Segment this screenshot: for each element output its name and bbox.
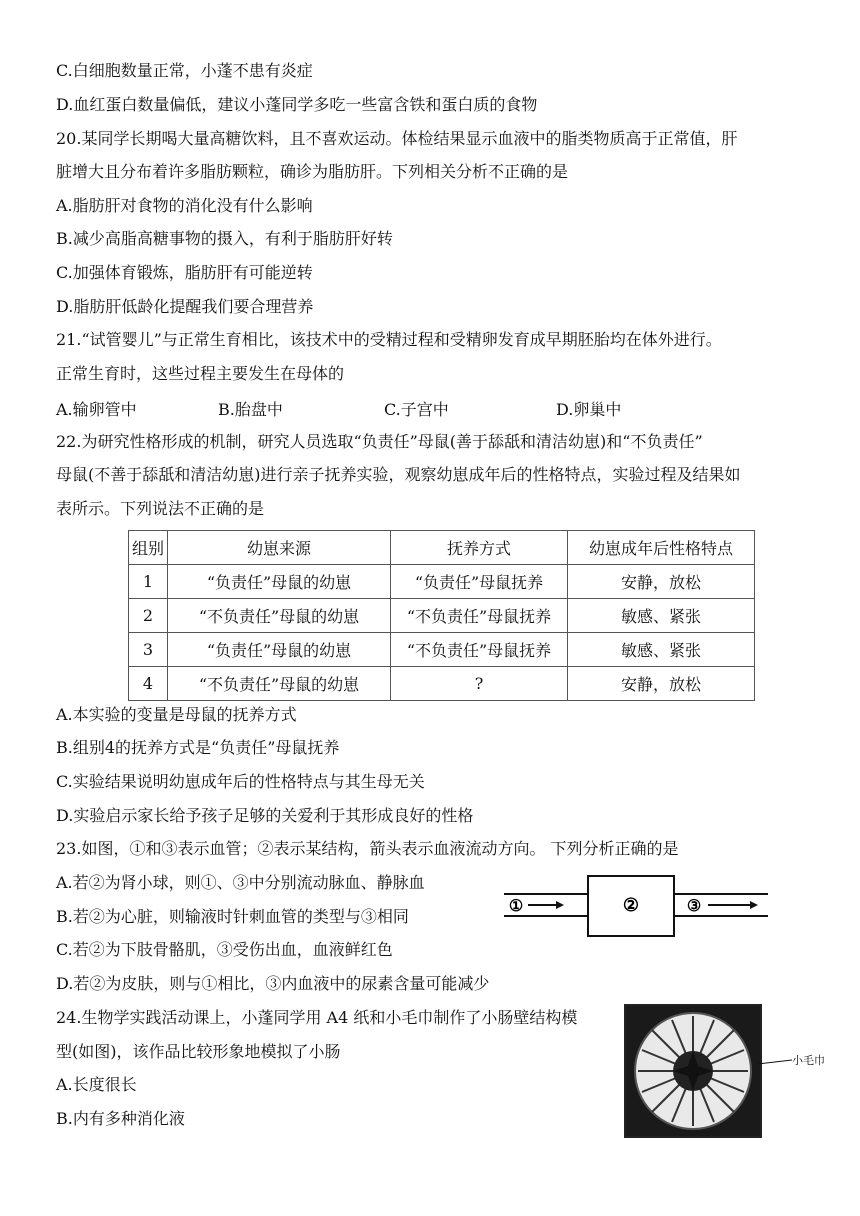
table-cell: 敏感、紧张 — [568, 599, 755, 633]
q23-option-c: C.若②为下肢骨骼肌，③受伤出血，血液鲜红色 — [56, 940, 393, 959]
table-cell: 敏感、紧张 — [568, 633, 755, 667]
table-cell: ? — [391, 667, 568, 701]
intestine-model-photo — [624, 1004, 762, 1138]
q24-stem-line2: 型(如图)，该作品比较形象地模拟了小肠 — [56, 1042, 341, 1061]
q24-stem-line1: 24.生物学实践活动课上，小蓬同学用 A4 纸和小毛巾制作了小肠壁结构模 — [56, 1008, 578, 1027]
table-header-row — [129, 531, 755, 565]
q19-option-c: C.白细胞数量正常，小蓬不患有炎症 — [56, 61, 313, 80]
q21-option-b: B.胎盘中 — [218, 400, 283, 419]
label-vessel-1: ① — [508, 896, 524, 915]
q22-option-d: D.实验启示家长给予孩子足够的关爱利于其形成良好的性格 — [56, 806, 474, 825]
table-cell: 安静，放松 — [568, 565, 755, 599]
q22-stem-line2: 母鼠(不善于舔舐和清洁幼崽)进行亲子抚养实验，观察幼崽成年后的性格特点，实验过程及结果如 — [56, 465, 741, 484]
q24-option-b: B.内有多种消化液 — [56, 1109, 185, 1128]
table-cell: “不负责任”母鼠的幼崽 — [168, 599, 391, 633]
q23-option-a: A.若②为肾小球，则①、③中分别流动脉血、静脉血 — [56, 873, 425, 892]
towel-pointer-line — [758, 1050, 794, 1070]
table-cell: 3 — [129, 633, 168, 667]
header-method: 抚养方式 — [391, 531, 568, 565]
arrow-3-head-icon — [750, 901, 758, 909]
q23-option-d: D.若②为皮肤，则与①相比，③内血液中的尿素含量可能减少 — [56, 974, 490, 993]
q21-option-a: A.输卵管中 — [56, 400, 137, 419]
q23-stem: 23.如图，①和③表示血管；②表示某结构，箭头表示血液流动方向。 下列分析正确的是 — [56, 839, 679, 858]
q21-stem-line1: 21.“试管婴儿”与正常生育相比，该技术中的受精过程和受精卵发育成早期胚胎均在体外进行。 — [56, 330, 722, 349]
intestine-model-drawing — [626, 1006, 760, 1136]
q22-stem-line3: 表所示。下列说法不正确的是 — [56, 499, 265, 518]
table-cell: 2 — [129, 599, 168, 633]
q20-option-a: A.脂肪肝对食物的消化没有什么影响 — [56, 196, 313, 215]
q21-options — [56, 397, 756, 417]
q21-stem-line2: 正常生育时，这些过程主要发生在母体的 — [56, 364, 345, 383]
table-cell: “不负责任”母鼠抚养 — [391, 633, 568, 667]
blood-flow-diagram — [500, 872, 770, 942]
table-cell: “负责任”母鼠的幼崽 — [168, 633, 391, 667]
q22-stem-line1: 22.为研究性格形成的机制，研究人员选取“负责任”母鼠(善于舔舐和清洁幼崽)和“不负责任” — [56, 432, 703, 451]
towel-label: 小毛巾 — [792, 1054, 825, 1067]
table-cell: “不负责任”母鼠抚养 — [391, 599, 568, 633]
label-vessel-3: ③ — [686, 896, 702, 915]
table-cell: “负责任”母鼠抚养 — [391, 565, 568, 599]
table-cell: “负责任”母鼠的幼崽 — [168, 565, 391, 599]
experiment-table — [128, 530, 755, 701]
header-group: 组别 — [129, 531, 168, 565]
q19-option-d: D.血红蛋白数量偏低，建议小蓬同学多吃一些富含铁和蛋白质的食物 — [56, 95, 538, 114]
header-traits: 幼崽成年后性格特点 — [568, 531, 755, 565]
header-source: 幼崽来源 — [168, 531, 391, 565]
q20-option-d: D.脂肪肝低龄化提醒我们要合理营养 — [56, 297, 314, 316]
q22-option-a: A.本实验的变量是母鼠的抚养方式 — [56, 705, 297, 724]
q21-option-c: C.子宫中 — [384, 400, 449, 419]
arrow-1-head-icon — [556, 901, 564, 909]
q20-option-c: C.加强体育锻炼，脂肪肝有可能逆转 — [56, 263, 313, 282]
table-row — [129, 565, 755, 599]
q20-stem-line2: 脏增大且分布着许多脂肪颗粒，确诊为脂肪肝。下列相关分析不正确的是 — [56, 162, 569, 181]
q21-option-d: D.卵巢中 — [556, 400, 622, 419]
q22-option-c: C.实验结果说明幼崽成年后的性格特点与其生母无关 — [56, 772, 425, 791]
q20-option-b: B.减少高脂高糖事物的摄入，有利于脂肪肝好转 — [56, 229, 393, 248]
table-row — [129, 599, 755, 633]
table-row — [129, 667, 755, 701]
table-row — [129, 633, 755, 667]
q20-stem-line1: 20.某同学长期喝大量高糖饮料，且不喜欢运动。体检结果显示血液中的脂类物质高于正常值，肝 — [56, 129, 738, 148]
table-cell: “不负责任”母鼠的幼崽 — [168, 667, 391, 701]
table-cell: 安静，放松 — [568, 667, 755, 701]
q24-option-a: A.长度很长 — [56, 1075, 137, 1094]
label-structure-2: ② — [622, 895, 640, 916]
table-cell: 4 — [129, 667, 168, 701]
q22-option-b: B.组别4的抚养方式是“负责任”母鼠抚养 — [56, 738, 340, 757]
table-cell: 1 — [129, 565, 168, 599]
q23-option-b: B.若②为心脏，则输液时针刺血管的类型与③相同 — [56, 907, 409, 926]
